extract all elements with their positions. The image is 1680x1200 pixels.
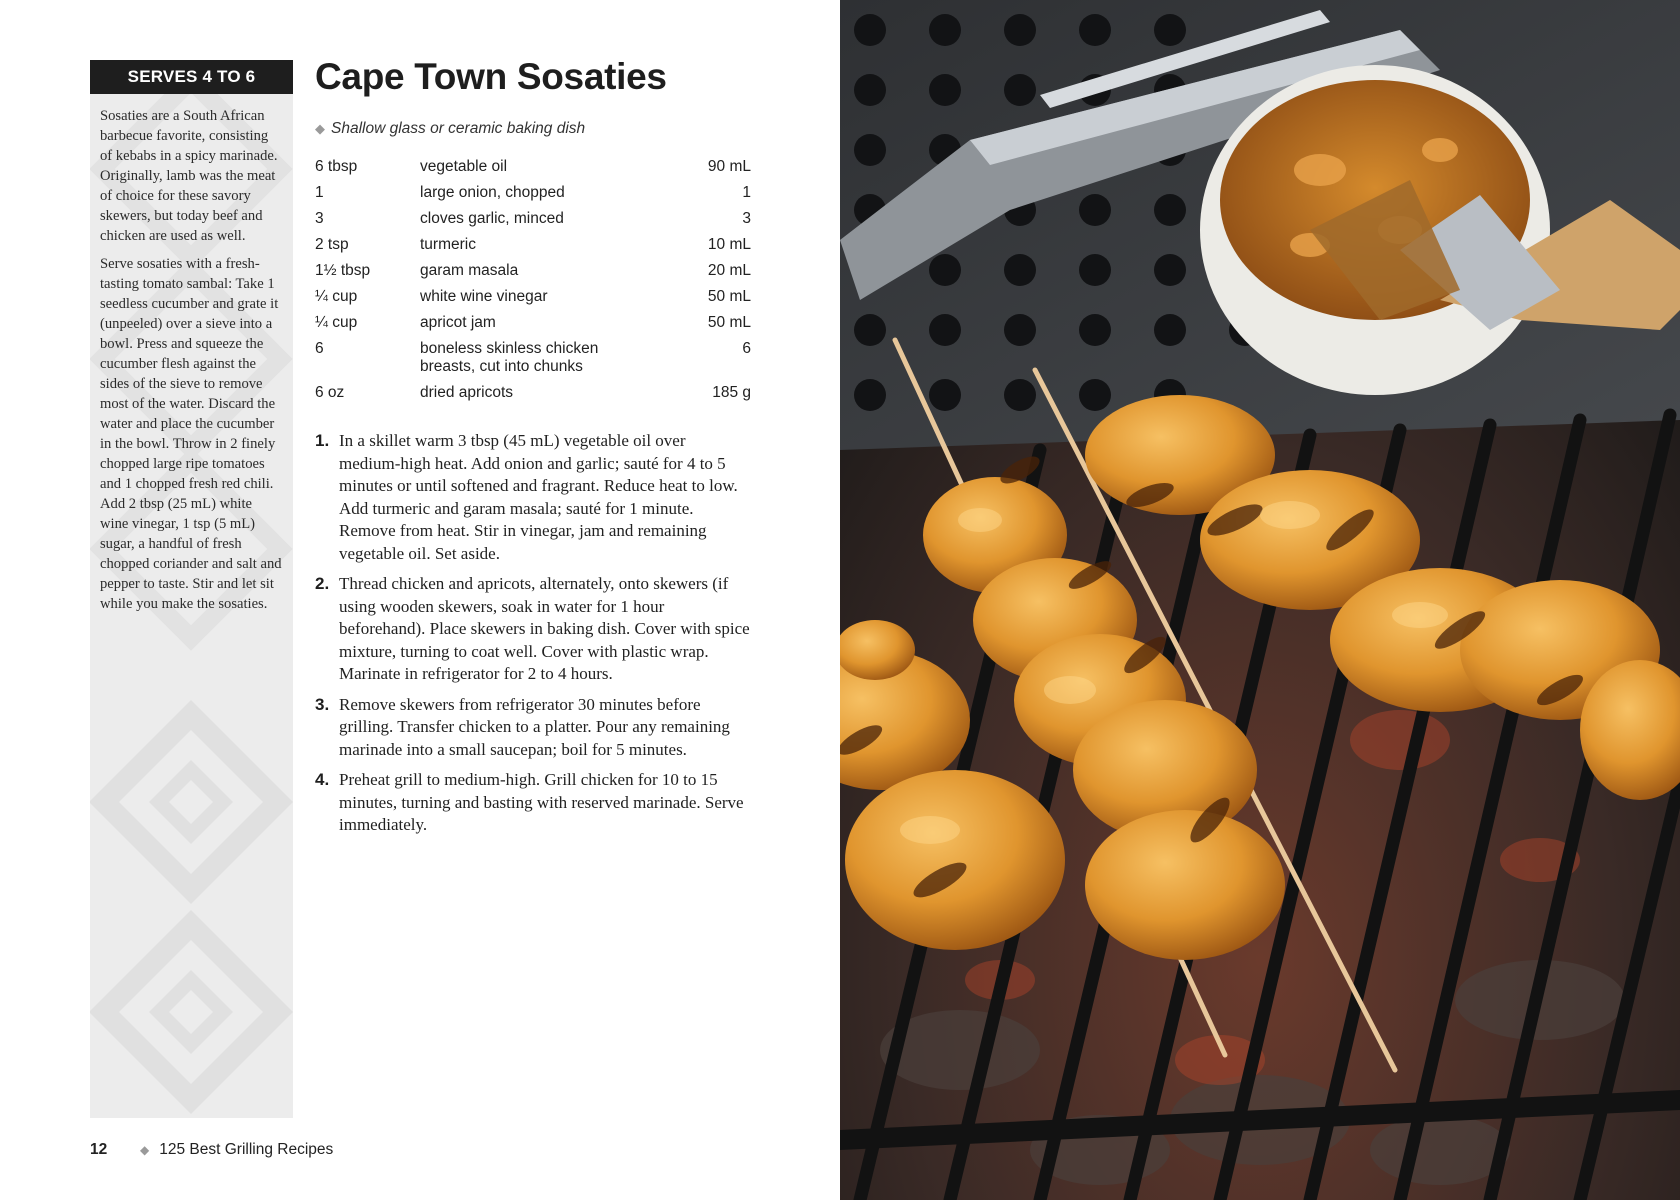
ingredient-qty: 6 tbsp	[315, 158, 358, 175]
page-number: 12	[90, 1141, 108, 1158]
ingredient-qty: ¼ cup	[315, 314, 358, 331]
page-footer	[90, 1141, 333, 1159]
step-text: Thread chicken and apricots, alternately, onto skewers (if using wooden skewers, soak in water for 1 hour beforehand). Place skewers in baking dish. Cover with spice mixture, turning to coat well. Cover with plastic wrap. Marinate in refrigerator for 2 to 4 hours.	[339, 574, 750, 683]
ingredient-metric: 1	[742, 184, 751, 201]
ingredients-table	[315, 158, 751, 410]
ingredient-metric: 3	[742, 210, 751, 227]
ingredient-item: garam masala	[420, 262, 519, 279]
ingredient-row	[315, 210, 751, 236]
book-title: 125 Best Grilling Recipes	[159, 1141, 334, 1158]
ingredient-row	[315, 262, 751, 288]
serves-label: SERVES 4 TO 6	[90, 60, 293, 94]
instruction-step	[315, 430, 751, 565]
ingredient-qty: 1½ tbsp	[315, 262, 371, 279]
sidebar-paragraph: Sosaties are a South African barbecue favorite, consisting of kebabs in a spicy marinade. Originally, lamb was the meat of choice for these savory skewers, but today beef and chicken are used as well.	[100, 108, 278, 244]
ingredient-item: large onion, chopped	[420, 184, 565, 201]
ingredient-row	[315, 314, 751, 340]
ingredient-row	[315, 340, 751, 384]
ingredient-row	[315, 288, 751, 314]
step-text: Preheat grill to medium-high. Grill chicken for 10 to 15 minutes, turning and basting with reserved marinade. Serve immediately.	[339, 770, 744, 834]
ingredient-qty: 6 oz	[315, 384, 345, 401]
sidebar-notes	[90, 94, 293, 614]
equipment-text: Shallow glass or ceramic baking dish	[331, 120, 586, 137]
food-photo	[840, 0, 1680, 1200]
ingredient-metric: 50 mL	[707, 314, 751, 331]
ingredient-item: turmeric	[420, 236, 476, 253]
ingredient-row	[315, 236, 751, 262]
diamond-icon: ◆	[140, 1143, 150, 1157]
instruction-step	[315, 694, 751, 762]
ingredient-qty: 3	[315, 210, 324, 227]
ingredient-item: apricot jam	[420, 314, 496, 331]
ingredient-row	[315, 158, 751, 184]
ingredient-qty: 1	[315, 184, 324, 201]
step-number: 1.	[315, 431, 330, 450]
ingredient-metric: 20 mL	[707, 262, 751, 279]
ingredient-metric: 10 mL	[707, 236, 751, 253]
step-text: In a skillet warm 3 tbsp (45 mL) vegetable oil over medium-high heat. Add onion and garlic; sauté for 4 to 5 minutes or until softened and fragrant. Reduce heat to low. Add turmeric and garam masala; sauté for 1 minute. Remove from heat. Stir in vinegar, jam and remaining vegetable oil. Set aside.	[339, 431, 738, 563]
ingredient-item: cloves garlic, minced	[420, 210, 564, 227]
sidebar	[90, 60, 293, 1118]
ingredient-metric: 185 g	[712, 384, 751, 401]
instructions	[315, 430, 751, 837]
recipe-title: Cape Town Sosaties	[315, 56, 667, 97]
grilled-chicken-skewers-image	[840, 0, 1680, 1200]
ingredient-metric: 6	[742, 340, 751, 357]
recipe-main	[315, 50, 751, 845]
ingredient-qty: 6	[315, 340, 324, 357]
ingredient-item: dried apricots	[420, 384, 514, 401]
ingredient-row	[315, 384, 751, 410]
ingredient-metric: 90 mL	[707, 158, 751, 175]
step-number: 2.	[315, 574, 330, 593]
equipment-note	[315, 120, 751, 138]
ingredient-item: white wine vinegar	[420, 288, 548, 305]
ingredient-item: vegetable oil	[420, 158, 508, 175]
ingredient-metric: 50 mL	[707, 288, 751, 305]
ingredient-item: boneless skinless chicken breasts, cut into chunks	[420, 340, 599, 375]
instruction-step	[315, 769, 751, 837]
sidebar-paragraph: Serve sosaties with a fresh-tasting tomato sambal: Take 1 seedless cucumber and grate it (unpeeled) over a sieve into a bowl. Press and squeeze the cucumber flesh against the sides of the sieve to remove most of the water. Discard the water and place the cucumber in the bowl. Throw in 2 finely chopped large ripe tomatoes and 1 chopped fresh red chili. Add 2 tbsp (25 mL) white wine vinegar, 1 tsp (5 mL) sugar, a handful of fresh chopped coriander and salt and pepper to taste. Stir and let sit while you make the sosaties.	[100, 256, 282, 612]
step-number: 3.	[315, 694, 330, 714]
diamond-icon: ◆	[315, 121, 325, 136]
ingredient-qty: ¼ cup	[315, 288, 358, 305]
ingredient-qty: 2 tsp	[315, 236, 349, 253]
ingredient-row	[315, 184, 751, 210]
step-text: Remove skewers from refrigerator 30 minutes before grilling. Transfer chicken to a platter. Pour any remaining marinade into a small saucepan; boil for 5 minutes.	[339, 694, 730, 759]
step-number: 4.	[315, 770, 330, 789]
instruction-step	[315, 573, 751, 686]
